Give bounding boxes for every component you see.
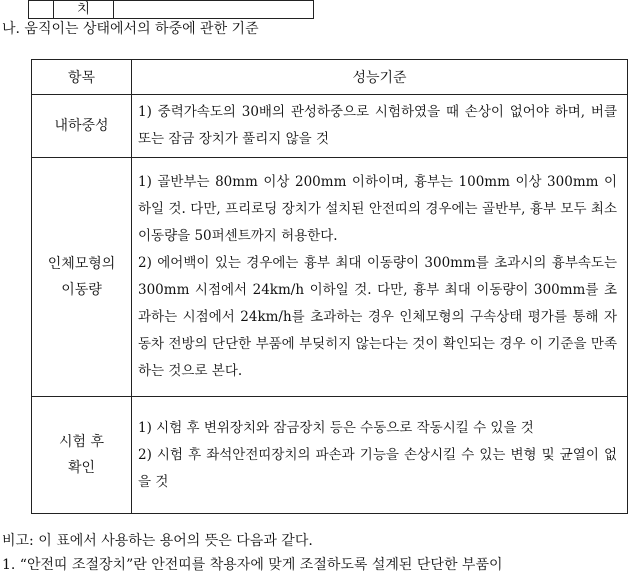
empty-cell [29, 1, 54, 19]
definition-item: 1. “안전띠 조절장치”란 안전띠를 착용자에 맞게 조절하도록 설계된 단단한 부품이 [2, 557, 503, 573]
row-item [32, 158, 132, 397]
criteria-item: 1) 골반부는 80mm 이상 200mm 이하이며, 흉부는 100mm 이상 300mm 이하일 것. 다만, 프리로딩 장치가 설치된 안전띠의 경우에는 골반부, 흉부 모두 최소 이동량을 50퍼센트까지 허용한다. [138, 174, 617, 244]
row-item [32, 95, 132, 158]
table-row [32, 397, 628, 514]
row-criteria [132, 95, 628, 158]
row-criteria [132, 158, 628, 397]
previous-table-fragment [28, 0, 314, 19]
row-criteria [132, 397, 628, 514]
row-item [32, 397, 132, 514]
row-item-label: 이동량 [61, 282, 102, 298]
criteria-item: 1) 중력가속도의 30배의 관성하중으로 시험하였을 때 손상이 없어야 하며, 버클 또는 잠금 장치가 풀리지 않을 것 [138, 104, 617, 147]
criteria-item: 2) 에어백이 있는 경우에는 흉부 최대 이동량이 300mm를 초과시의 흉부속도는 300mm 시점에서 24km/h 이하일 것. 다만, 흉부 최대 이동량이 300mm를 초과하는 시점에서 24km/h를 초과하는 경우 인체모형의 구속상태 평가를 통해 자동차 전방의 단단한 부품에 부딪히지 않는다는 것이 확인되는 경우 이 기준을 만족하는 것으로 본다. [138, 255, 617, 379]
row-item-label: 인체모형의 [47, 256, 116, 272]
header-criteria: 성능기준 [132, 60, 628, 95]
criteria-item: 1) 시험 후 변위장치와 잠금장치 등은 수동으로 작동시킬 수 있을 것 [138, 419, 534, 436]
header-item: 항목 [32, 60, 132, 95]
criteria-item: 2) 시험 후 좌석안전띠장치의 파손과 기능을 손상시킬 수 있는 변형 및 균열이 없을 것 [138, 446, 617, 490]
row-item-label: 확인 [67, 460, 96, 476]
criteria-table [31, 59, 628, 514]
row-item-label: 시험 후 [58, 434, 105, 450]
table-header-row [32, 60, 628, 95]
table-note: 비고: 이 표에서 사용하는 용어의 뜻은 다음과 같다. [2, 533, 313, 549]
row-item-label: 내하중성 [54, 118, 109, 134]
top-row-cell: 치 [54, 1, 114, 19]
table-row [32, 158, 628, 397]
section-heading: 나. 움직이는 상태에서의 하중에 관한 기준 [2, 21, 259, 37]
empty-cell [114, 1, 314, 19]
table-row [32, 95, 628, 158]
